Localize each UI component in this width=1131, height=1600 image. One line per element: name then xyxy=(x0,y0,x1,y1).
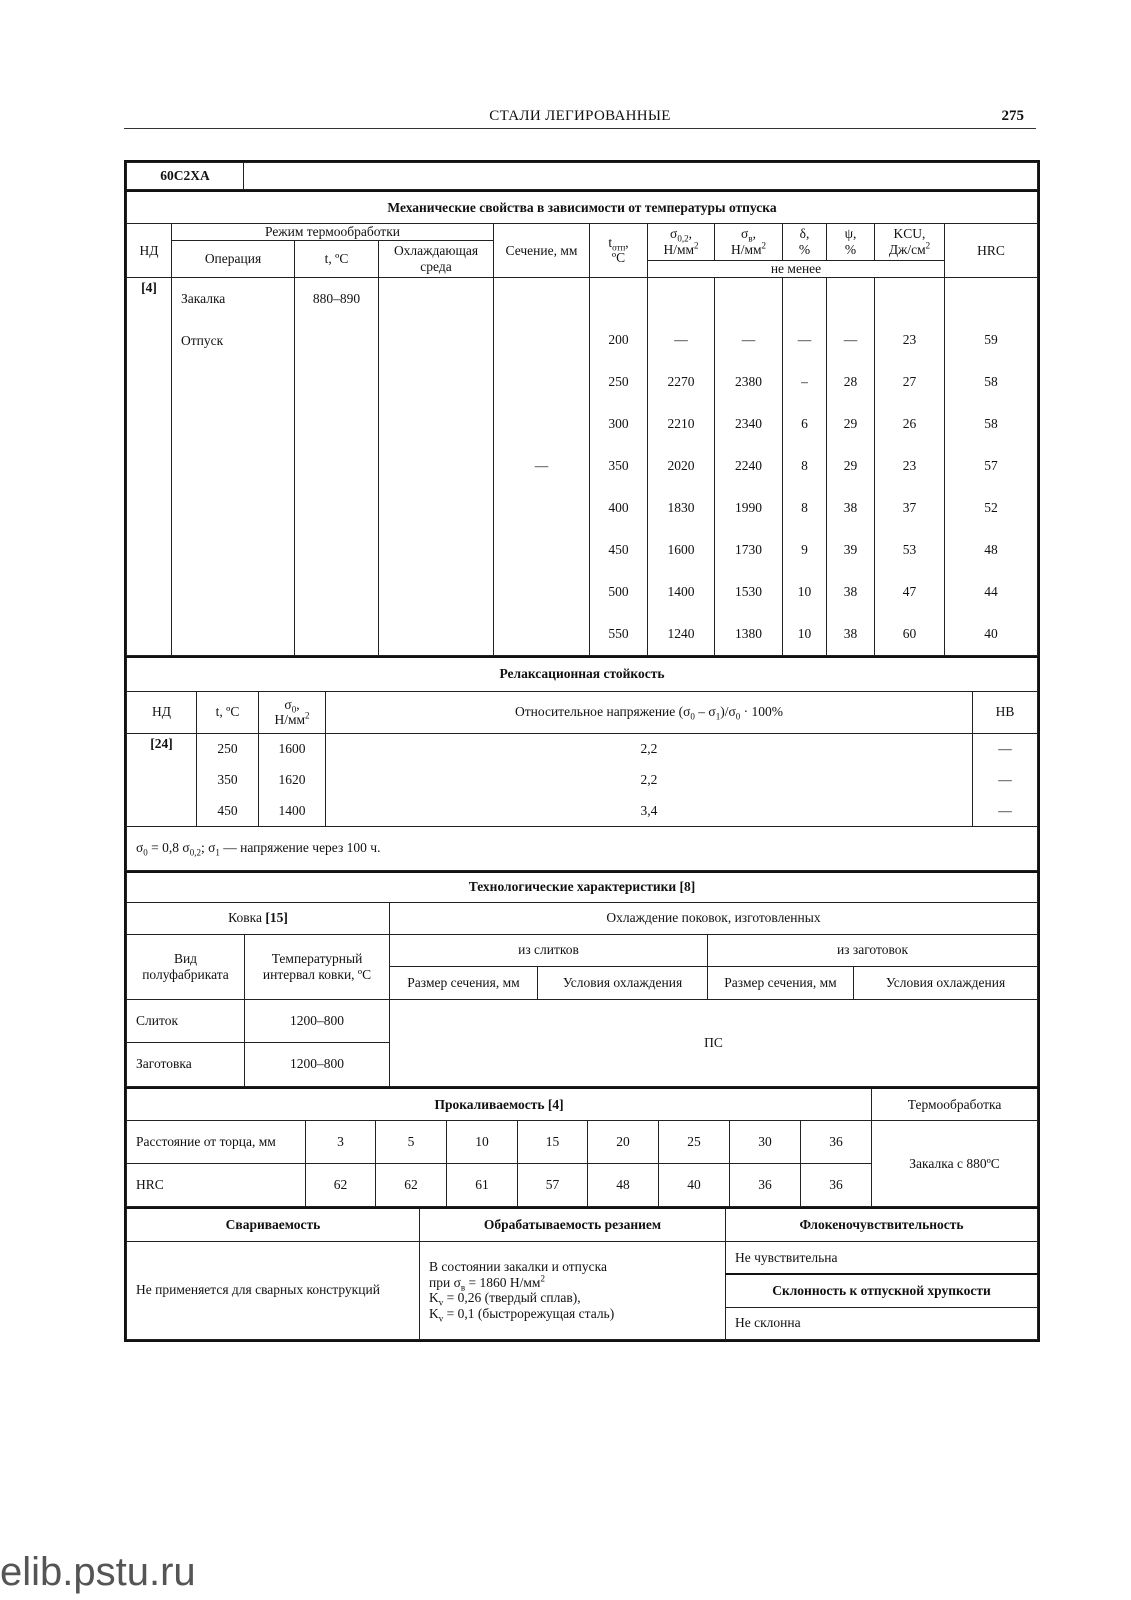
mech-cell: 1830 xyxy=(648,487,715,529)
mech-cell: 2210 xyxy=(648,403,715,445)
mech-cell: 38 xyxy=(827,613,875,655)
tech-kind-0: Слиток xyxy=(127,999,245,1042)
relax-hb-header: HB xyxy=(972,691,1037,733)
tech-cond-header-1: Условия охлаждения xyxy=(538,966,708,999)
grade-row xyxy=(126,162,1038,190)
mech-spacer-cell xyxy=(783,277,827,319)
mech-caption: Механические свойства в зависимости от температуры отпуска xyxy=(127,191,1038,224)
mech-cell: 10 xyxy=(783,571,827,613)
mech-ref: [4] xyxy=(127,277,172,655)
mech-cell: 29 xyxy=(827,403,875,445)
relax-t-header: t, ºС xyxy=(197,691,259,733)
mech-cell: 250 xyxy=(590,361,648,403)
mech-cell: 2380 xyxy=(715,361,783,403)
mech-psi-header: ψ, % xyxy=(827,224,875,261)
mech-cell: 40 xyxy=(945,613,1038,655)
hardenability-table xyxy=(126,1087,1038,1208)
mech-cell: 1530 xyxy=(715,571,783,613)
tech-caption: Технологические характеристики [8] xyxy=(127,872,1038,903)
hard-hrc-cell: 57 xyxy=(518,1164,588,1207)
hard-hrc-cell: 62 xyxy=(306,1164,376,1207)
page-header xyxy=(124,108,1036,129)
hard-dist-label: Расстояние от торца, мм xyxy=(127,1121,306,1164)
mech-cooling-col xyxy=(379,277,494,655)
mech-nd-header: НД xyxy=(127,224,172,278)
mech-hrc-header: HRC xyxy=(945,224,1038,278)
weld-header: Свариваемость xyxy=(127,1208,420,1241)
steel-datasheet xyxy=(124,160,1040,1342)
mech-s02-header: $\sigma_{0,2}$, $Н/мм^2$ xyxy=(648,224,715,261)
mech-cell: 59 xyxy=(945,319,1038,361)
tech-billets-header: из заготовок xyxy=(708,934,1038,966)
hard-heat-header: Термообработка xyxy=(872,1088,1038,1121)
mech-cell: 300 xyxy=(590,403,648,445)
mech-spacer-cell xyxy=(648,277,715,319)
mach-header: Обрабатываемость резанием xyxy=(420,1208,726,1241)
mech-cell: 8 xyxy=(783,487,827,529)
mech-row xyxy=(127,277,1038,319)
tech-kind-header: Вид полуфабриката xyxy=(127,934,245,999)
tech-size-header-1: Размер сечения, мм xyxy=(390,966,538,999)
hard-hrc-cell: 62 xyxy=(376,1164,447,1207)
hard-caption: Прокаливаемость [4] xyxy=(127,1088,872,1121)
mech-properties-table xyxy=(126,190,1038,656)
mech-cell: 38 xyxy=(827,571,875,613)
mech-cell: 53 xyxy=(875,529,945,571)
mech-cell: 2340 xyxy=(715,403,783,445)
mech-cell: 500 xyxy=(590,571,648,613)
relax-row xyxy=(127,733,1038,764)
mech-not-less: не менее xyxy=(648,261,945,278)
hard-heat-value: Закалка с 880ºС xyxy=(872,1121,1038,1207)
mech-cell: 52 xyxy=(945,487,1038,529)
mech-section-header: Сечение, мм xyxy=(494,224,590,278)
mech-quench-t: 880–890 xyxy=(312,290,361,306)
hard-dist-cell: 30 xyxy=(730,1121,801,1164)
brittle-header: Склонность к отпускной хрупкости xyxy=(726,1274,1038,1307)
mech-cell: 450 xyxy=(590,529,648,571)
brittle-value: Не склонна xyxy=(726,1307,1038,1339)
relax-cell: 1600 xyxy=(259,733,326,764)
mech-cell: 39 xyxy=(827,529,875,571)
hard-hrc-cell: 40 xyxy=(659,1164,730,1207)
mech-section-col: — xyxy=(494,277,590,655)
weld-value: Не применяется для сварных конструкций xyxy=(127,1241,420,1339)
relax-cell: 250 xyxy=(197,733,259,764)
mech-cell: 1240 xyxy=(648,613,715,655)
tech-range-1: 1200–800 xyxy=(245,1042,390,1086)
relax-note: $\sigma_0 = 0,8$ $\sigma_{0,2}$; $\sigma_1$ — напряжение через 100 ч. xyxy=(127,826,1038,870)
hard-hrc-cell: 36 xyxy=(730,1164,801,1207)
tech-ingots-header: из слитков xyxy=(390,934,708,966)
mach-value: В состоянии закалки и отпуска при $\sigma_в = 1860$ $Н/мм^2$ $K_v = 0,26$ (твердый сплав), $K_v = 0,1$ (быстрорежущая сталь) xyxy=(420,1241,726,1339)
hard-dist-cell: 20 xyxy=(588,1121,659,1164)
relax-cell: 1400 xyxy=(259,795,326,826)
properties-table xyxy=(126,1207,1038,1340)
relax-cell: 2,2 xyxy=(326,733,973,764)
mech-t-header: t, ºС xyxy=(295,241,379,278)
flake-header: Флокеночувствительность xyxy=(726,1208,1038,1241)
relax-row xyxy=(127,764,1038,795)
mech-cell: 1730 xyxy=(715,529,783,571)
hard-dist-cell: 36 xyxy=(801,1121,872,1164)
mech-cell: 8 xyxy=(783,445,827,487)
mech-kcu-header: KCU, $Дж/см^2$ xyxy=(875,224,945,261)
mech-cell: — xyxy=(715,319,783,361)
mech-cooling-header: Охлаждающая среда xyxy=(379,241,494,278)
mech-cell: 48 xyxy=(945,529,1038,571)
mech-t-col xyxy=(295,277,379,655)
mech-delta-header: δ, % xyxy=(783,224,827,261)
mech-spacer-cell xyxy=(875,277,945,319)
mech-cell: 57 xyxy=(945,445,1038,487)
relax-ref: [24] xyxy=(127,733,197,826)
tech-cooling-header: Охлаждение поковок, изготовленных xyxy=(390,902,1038,934)
relax-cell: — xyxy=(972,733,1037,764)
relax-s0-header: $\sigma_0$, $Н/мм^2$ xyxy=(259,691,326,733)
mech-cell: 2270 xyxy=(648,361,715,403)
mech-spacer-cell xyxy=(827,277,875,319)
page-number: 275 xyxy=(1001,108,1024,124)
hard-dist-cell: 25 xyxy=(659,1121,730,1164)
tech-cond-header-2: Условия охлаждения xyxy=(854,966,1038,999)
hard-dist-cell: 10 xyxy=(447,1121,518,1164)
mech-temper: Отпуск xyxy=(181,332,224,348)
flake-value: Не чувствительна xyxy=(726,1241,1038,1274)
relax-cell: 3,4 xyxy=(326,795,973,826)
relax-cell: 450 xyxy=(197,795,259,826)
mech-spacer-cell xyxy=(945,277,1038,319)
mech-cell: 28 xyxy=(827,361,875,403)
tech-forging-header: Ковка [15] xyxy=(127,902,390,934)
hard-dist-cell: 15 xyxy=(518,1121,588,1164)
mech-cell: — xyxy=(648,319,715,361)
mech-cell: 9 xyxy=(783,529,827,571)
relax-rel-header: Относительное напряжение $(\sigma_0 - \sigma_1)/\sigma_0 \cdot 100\%$ xyxy=(326,691,973,733)
relax-caption: Релаксационная стойкость xyxy=(127,657,1038,692)
mech-cell: 38 xyxy=(827,487,875,529)
relax-nd-header: НД xyxy=(127,691,197,733)
mech-cell: 200 xyxy=(590,319,648,361)
tech-range-0: 1200–800 xyxy=(245,999,390,1042)
relax-cell: — xyxy=(972,764,1037,795)
mech-cell: 1400 xyxy=(648,571,715,613)
mech-cell: 2020 xyxy=(648,445,715,487)
mech-cell: — xyxy=(783,319,827,361)
tech-ps: ПС xyxy=(390,999,1038,1086)
mech-ttemp-header: $t_{отп}$, ºС xyxy=(590,224,648,278)
mech-cell: 6 xyxy=(783,403,827,445)
relax-row xyxy=(127,795,1038,826)
hard-dist-cell: 3 xyxy=(306,1121,376,1164)
mech-cell: 2240 xyxy=(715,445,783,487)
mech-cell: 27 xyxy=(875,361,945,403)
mech-cell: 58 xyxy=(945,403,1038,445)
mech-cell: 400 xyxy=(590,487,648,529)
mech-mode-header: Режим термообработки xyxy=(172,224,494,241)
grade-empty xyxy=(244,163,1038,190)
hard-hrc-label: HRC xyxy=(127,1164,306,1207)
mech-quench: Закалка xyxy=(181,290,226,306)
mech-cell: 550 xyxy=(590,613,648,655)
hard-hrc-cell: 36 xyxy=(801,1164,872,1207)
mech-cell: 26 xyxy=(875,403,945,445)
watermark-url: elib.pstu.ru xyxy=(0,1550,196,1594)
relax-cell: 2,2 xyxy=(326,764,973,795)
mech-cell: 1990 xyxy=(715,487,783,529)
mech-cell: — xyxy=(827,319,875,361)
relax-cell: 350 xyxy=(197,764,259,795)
hard-dist-cell: 5 xyxy=(376,1121,447,1164)
hard-hrc-cell: 48 xyxy=(588,1164,659,1207)
mech-sv-header: $\sigma_в$, $Н/мм^2$ xyxy=(715,224,783,261)
mech-operation-col xyxy=(172,277,295,655)
mech-cell: 1600 xyxy=(648,529,715,571)
mech-cell: 29 xyxy=(827,445,875,487)
mech-cell: 10 xyxy=(783,613,827,655)
mech-cell: 47 xyxy=(875,571,945,613)
mech-cell: 23 xyxy=(875,319,945,361)
mech-cell: 1380 xyxy=(715,613,783,655)
mech-cell: 44 xyxy=(945,571,1038,613)
mech-spacer-cell xyxy=(715,277,783,319)
relax-cell: — xyxy=(972,795,1037,826)
tech-kind-1: Заготовка xyxy=(127,1042,245,1086)
mech-cell: 60 xyxy=(875,613,945,655)
mech-cell: 23 xyxy=(875,445,945,487)
mech-cell: 58 xyxy=(945,361,1038,403)
tech-range-header: Температурный интервал ковки, ºС xyxy=(245,934,390,999)
tech-size-header-2: Размер сечения, мм xyxy=(708,966,854,999)
grade-name: 60С2ХА xyxy=(127,163,244,190)
mech-cell: 350 xyxy=(590,445,648,487)
mech-spacer-cell xyxy=(590,277,648,319)
mech-cell: 37 xyxy=(875,487,945,529)
relaxation-table xyxy=(126,656,1038,871)
hard-hrc-cell: 61 xyxy=(447,1164,518,1207)
tech-table xyxy=(126,871,1038,1087)
mech-cell: – xyxy=(783,361,827,403)
relax-cell: 1620 xyxy=(259,764,326,795)
mech-operation-header: Операция xyxy=(172,241,295,278)
section-title: СТАЛИ ЛЕГИРОВАННЫЕ xyxy=(489,108,671,124)
